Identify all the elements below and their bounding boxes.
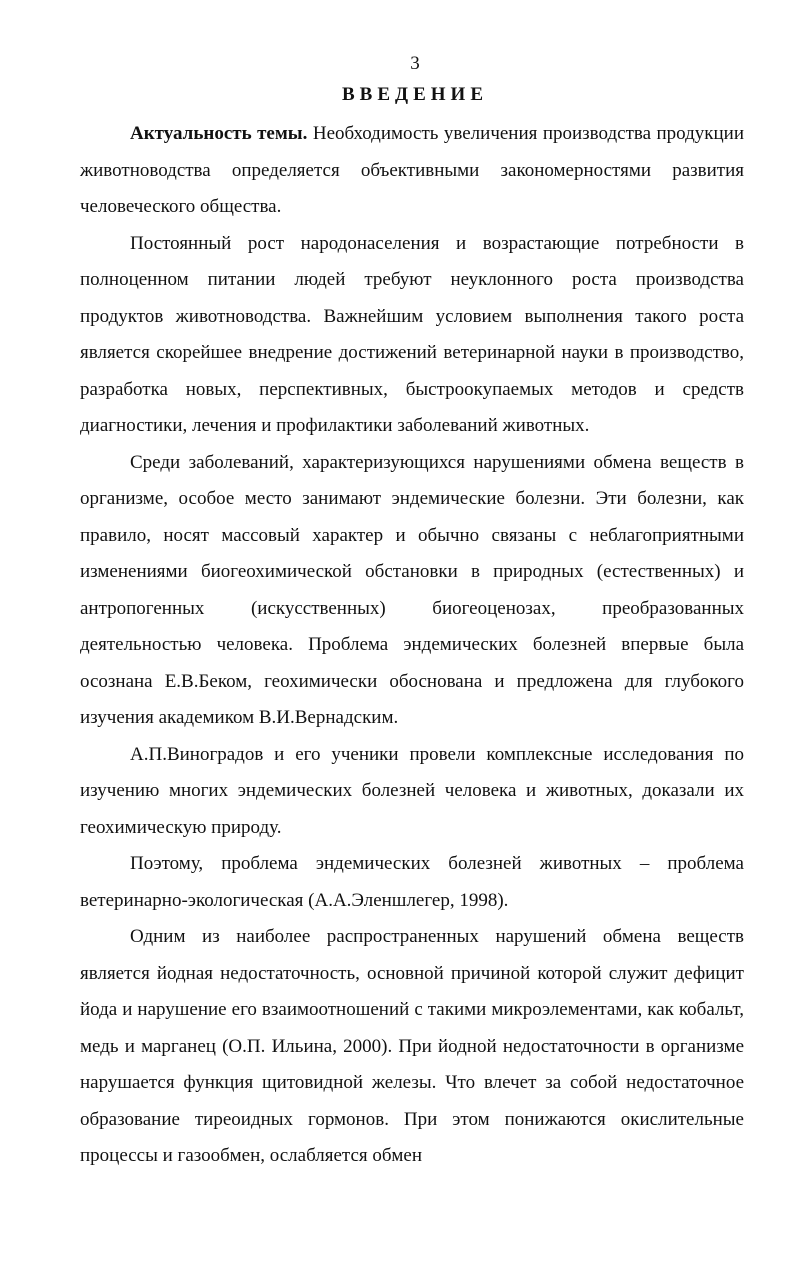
paragraph-text: Необходимость увеличения производства продукции животноводства определяется объективными закономерностями развития человеческого общества. xyxy=(80,123,745,217)
document-page xyxy=(80,52,744,1175)
paragraph-lead: Актуальность темы. xyxy=(130,123,308,144)
paragraph: Среди заболеваний, характеризующихся нарушениями обмена веществ в организме, особое место занимают эндемические болезни. Эти болезни, как правило, носят массовый характер и обычно связаны с неблагоприятными изменениями биогеохимической обстановки в природных (естественных) и антропогенных (искусственных) биогеоценозах, преобразованных деятельностью человека. Проблема эндемических болезней впервые была осознана Е.В.Беком, геохимически обоснована и предложена для глубокого изучения академиком В.И.Вернадским. xyxy=(80,451,744,728)
page-number: 3 xyxy=(410,53,420,74)
paragraph: Поэтому, проблема эндемических болезней животных – проблема ветеринарно-экологическая (А.А.Эленшлегер, 1998). xyxy=(80,853,744,911)
paragraph-relevance xyxy=(80,116,744,226)
paragraph: Постоянный рост народонаселения и возрастающие потребности в полноценном питании людей требуют неуклонного роста производства продуктов животноводства. Важнейшим условием выполнения такого роста является скорейшее внедрение достижений ветеринарной науки в производство, разработка новых, перспективных, быстроокупаемых методов и средств диагностики, лечения и профилактики заболеваний животных. xyxy=(80,232,744,436)
paragraph: Одним из наиболее распространенных нарушений обмена веществ является йодная недостаточность, основной причиной которой служит дефицит йода и нарушение его взаимоотношений с такими микроэлементами, как кобальт, медь и марганец (О.П. Ильина, 2000). При йодной недостаточности в организме нарушается функция щитовидной железы. Что влечет за собой недостаточное образование тиреоидных гормонов. При этом понижаются окислительные процессы и газообмен, ослабляется обмен xyxy=(80,926,744,1166)
paragraph: А.П.Виноградов и его ученики провели комплексные исследования по изучению многих эндемических болезней человека и животных, доказали их геохимическую природу. xyxy=(80,743,744,838)
section-heading: ВВЕДЕНИЕ xyxy=(342,84,488,105)
